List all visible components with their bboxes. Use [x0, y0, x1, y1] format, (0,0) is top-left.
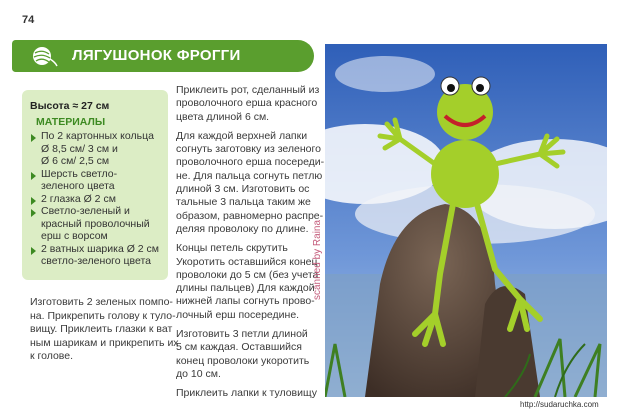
- instruction-paragraph: [176, 129, 325, 236]
- text-line: Изготовить 3 петли длиной: [176, 328, 308, 341]
- text-line: до 10 см.: [176, 367, 221, 380]
- footer-url: http://sudaruchka.com: [520, 400, 599, 409]
- text-line: не. Для пальца согнуть петлю: [176, 169, 323, 182]
- text-line: проволочного ерша посереди-: [176, 156, 325, 169]
- material-item: [30, 193, 160, 206]
- text-line: длины пальцев) Для каждой: [176, 282, 315, 295]
- text-line: 5 см каждая. Оставшийся: [176, 341, 302, 354]
- instruction-paragraph: [176, 328, 318, 381]
- materials-list: [30, 130, 160, 268]
- material-line: Ø 6 см/ 2,5 см: [41, 155, 110, 167]
- material-line: Шерсть светло-: [41, 167, 118, 180]
- material-line: По 2 картонных кольца: [41, 130, 154, 142]
- text-line: нижней лапы согнуть прово-: [176, 295, 315, 308]
- frog-photo: [325, 44, 607, 397]
- material-item: [30, 168, 160, 193]
- text-line: конец проволоки укоротить: [176, 354, 310, 367]
- text-line: вищу. Приклеить глазки к ват: [30, 323, 173, 335]
- text-line: образом, равномерно распре-: [176, 209, 324, 222]
- height-line: Высота ≈ 27 см: [30, 100, 110, 112]
- left-paragraph: [30, 296, 179, 364]
- text-line: цвета длиной 6 см.: [176, 110, 270, 123]
- instruction-paragraph: [176, 84, 318, 124]
- materials-heading: МАТЕРИАЛЫ: [36, 116, 106, 128]
- instruction-paragraph: [176, 387, 318, 400]
- material-line: ерш с ворсом: [41, 230, 108, 242]
- text-line: длиной 3 см. Изготовить ос: [176, 183, 310, 196]
- page-number: 74: [22, 14, 35, 26]
- text-line: тальные 3 пальца таким же: [176, 196, 311, 209]
- text-line: к голове.: [30, 350, 74, 362]
- title-bar: [12, 40, 314, 72]
- instruction-paragraph: [176, 242, 318, 322]
- text-line: Укоротить оставшийся конец: [176, 255, 318, 268]
- material-item: [30, 205, 160, 243]
- text-line: Концы петель скрутить: [176, 242, 288, 255]
- watermark: scanned by Raina: [312, 219, 323, 300]
- text-line: Изготовить 2 зеленых помпо-: [30, 296, 173, 308]
- material-line: Ø 8,5 см/ 3 см и: [41, 142, 118, 155]
- material-line: 2 ватных шарика Ø 2 см: [41, 242, 160, 255]
- material-line: 2 глазка Ø 2 см: [41, 192, 116, 205]
- text-line: лочный ерш посередине.: [176, 308, 300, 321]
- text-line: ным шарикам и прикрепить их: [30, 336, 179, 349]
- yarn-ball-icon: [30, 45, 58, 67]
- text-line: Для каждой верхней лапки: [176, 129, 308, 142]
- material-line: зеленого цвета: [41, 180, 115, 192]
- instructions-column: [176, 84, 325, 407]
- text-line: деляя проволоку по длине.: [176, 222, 309, 235]
- text-line: Приклеить лапки к туловищу: [176, 387, 318, 400]
- text-line: Приклеить рот, сделанный из: [176, 84, 320, 96]
- material-line: Светло-зеленый и: [41, 205, 130, 217]
- page-title: ЛЯГУШОНОК ФРОГГИ: [72, 47, 241, 64]
- text-line: проволочного ерша красного: [176, 97, 318, 110]
- text-line: согнуть заготовку из зеленого: [176, 143, 321, 156]
- text-line: проволоки до 5 см (без учета: [176, 268, 319, 281]
- material-line: светло-зеленого цвета: [41, 255, 152, 267]
- text-line: на. Прикрепить голову к туло-: [30, 309, 176, 322]
- material-item: [30, 130, 160, 168]
- material-item: [30, 243, 160, 268]
- materials-box: [22, 90, 168, 280]
- material-line: красный проволочный: [41, 217, 150, 230]
